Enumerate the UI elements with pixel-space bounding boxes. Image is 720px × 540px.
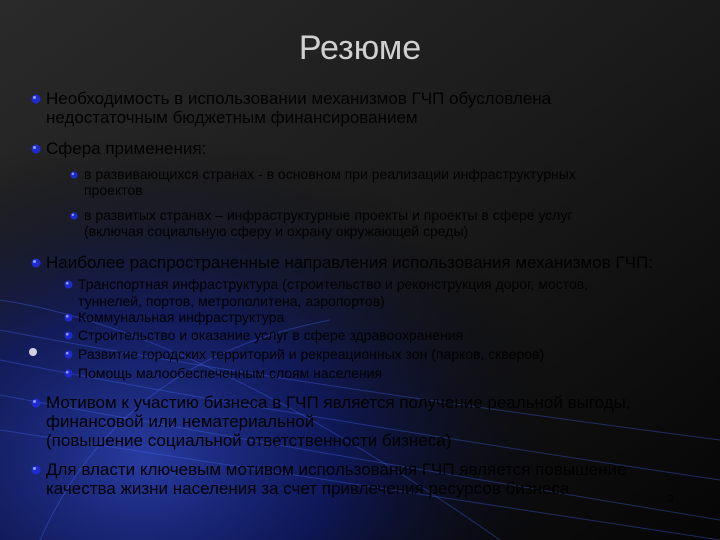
bullet-icon <box>64 313 73 322</box>
text-line: (включая социальную сферу и охрану окружающей среды) <box>84 222 469 239</box>
bullet-icon <box>70 212 78 220</box>
bullet-icon <box>64 331 73 340</box>
text-line: Развитие городских территорий и рекреационных зон (парков, скверов) <box>78 346 545 362</box>
bullet-icon <box>31 94 41 104</box>
text-line: Необходимость в использовании механизмов ГЧП обусловлена <box>46 89 552 108</box>
bullet-text <box>78 309 284 326</box>
bullet-icon <box>64 280 73 289</box>
text-line: в развитых странах – инфраструктурные проекты и проекты в сфере услуг <box>84 207 573 223</box>
text-line: финансовой или нематериальной <box>46 412 315 431</box>
text-line: Помощь малообеспеченным слоям населения <box>78 365 383 381</box>
text-line: в развивающихся странах - в основном при реализации инфраструктурных <box>84 166 576 182</box>
text-line: Наиболее распространенные направления использования механизмов ГЧП: <box>46 253 653 272</box>
bullet-text <box>78 346 544 363</box>
bullet-text <box>84 208 573 239</box>
text-line: (повышение социальной ответственности бизнеса) <box>46 431 452 450</box>
bullet-text <box>78 276 588 309</box>
bullet-text <box>46 89 551 127</box>
text-line: недостаточным бюджетным финансированием <box>46 108 418 127</box>
bullet-icon <box>31 258 41 268</box>
text-line: Сфера применения: <box>46 139 207 158</box>
text-line: качества жизни населения за счет привлечения ресурсов бизнеса <box>46 479 570 498</box>
bullet-icon <box>31 465 41 475</box>
text-line: Транспортная инфраструктура (строительство и реконструкция дорог, мостов, <box>78 276 589 292</box>
bullet-icon <box>31 398 41 408</box>
bullet-text <box>46 460 626 498</box>
slide-title: Резюме <box>298 29 422 67</box>
bullet-text <box>84 167 576 198</box>
text-line: Мотивом к участию бизнеса в ГЧП является получение реальной выгоды, <box>46 393 631 412</box>
text-line: Строительство и оказание услуг в сфере здравоохранения <box>78 327 464 343</box>
bullet-icon <box>31 144 41 154</box>
bullet-text <box>46 393 631 450</box>
page-number: 2 <box>668 494 674 505</box>
bullet-icon <box>70 171 78 179</box>
text-line: Для власти ключевым мотивом использования ГЧП является повышение <box>46 460 627 479</box>
bullet-icon <box>64 369 73 378</box>
bullet-text <box>78 365 382 382</box>
bullet-icon <box>64 350 73 359</box>
bullet-text <box>78 327 463 344</box>
text-line: проектов <box>84 181 143 198</box>
bullet-text <box>46 139 206 158</box>
text-line: туннелей, портов, метрополитена, аэропортов) <box>78 292 385 309</box>
text-line: Коммунальная инфраструктура <box>78 309 285 325</box>
bullet-text <box>46 253 653 272</box>
